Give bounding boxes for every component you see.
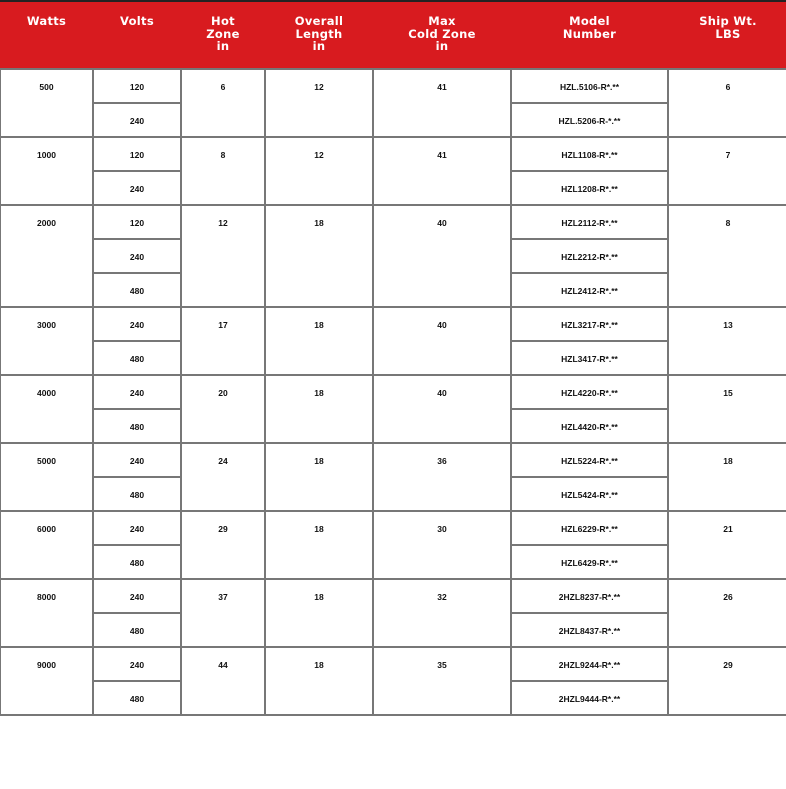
model-number-cell: HZL.5106-R*.** [511, 69, 668, 103]
volts-cell: 120 [93, 205, 181, 239]
model-number-cell: HZL6429-R*.** [511, 545, 668, 579]
model-number-cell: HZL1108-R*.** [511, 137, 668, 171]
ship-weight-cell: 7 [668, 137, 786, 205]
model-number-cell: 2HZL8437-R*.** [511, 613, 668, 647]
table-row [0, 579, 786, 613]
model-number-cell: HZL3217-R*.** [511, 307, 668, 341]
overall-length-cell: 18 [265, 579, 373, 647]
ship-weight-cell: 21 [668, 511, 786, 579]
header-label: LBS [715, 26, 741, 41]
table-row [0, 511, 786, 545]
volts-cell: 240 [93, 511, 181, 545]
header-row [0, 2, 786, 69]
volts-cell: 120 [93, 69, 181, 103]
hot-zone-cell: 6 [181, 69, 265, 137]
header-label: in [435, 39, 449, 53]
overall-length-cell: 12 [265, 137, 373, 205]
watts-cell: 3000 [0, 307, 93, 375]
watts-cell: 8000 [0, 579, 93, 647]
header-hot-zone [181, 2, 265, 69]
header-label: in [216, 39, 230, 53]
header-label: Watts [26, 14, 67, 28]
max-cold-zone-cell: 41 [373, 69, 511, 137]
volts-cell: 240 [93, 375, 181, 409]
heater-specs-table [0, 2, 786, 716]
header-label: Model [569, 14, 610, 28]
watts-cell: 1000 [0, 137, 93, 205]
model-number-cell: HZL.5206-R-*.** [511, 103, 668, 137]
header-label: in [312, 39, 326, 53]
volts-cell: 480 [93, 477, 181, 511]
model-number-cell: HZL4220-R*.** [511, 375, 668, 409]
hot-zone-cell: 24 [181, 443, 265, 511]
ship-weight-cell: 18 [668, 443, 786, 511]
hot-zone-cell: 20 [181, 375, 265, 443]
table-row [0, 647, 786, 681]
header-volts [93, 2, 181, 69]
volts-cell: 480 [93, 409, 181, 443]
model-number-cell: HZL6229-R*.** [511, 511, 668, 545]
watts-cell: 5000 [0, 443, 93, 511]
ship-weight-cell: 26 [668, 579, 786, 647]
volts-cell: 240 [93, 443, 181, 477]
table-row [0, 375, 786, 409]
ship-weight-cell: 29 [668, 647, 786, 715]
hot-zone-cell: 8 [181, 137, 265, 205]
volts-cell: 480 [93, 545, 181, 579]
volts-cell: 240 [93, 307, 181, 341]
max-cold-zone-cell: 40 [373, 307, 511, 375]
header-label: Cold Zone [408, 26, 476, 41]
hot-zone-cell: 37 [181, 579, 265, 647]
max-cold-zone-cell: 36 [373, 443, 511, 511]
model-number-cell: HZL2212-R*.** [511, 239, 668, 273]
model-number-cell: HZL2112-R*.** [511, 205, 668, 239]
watts-cell: 4000 [0, 375, 93, 443]
watts-cell: 500 [0, 69, 93, 137]
hot-zone-cell: 29 [181, 511, 265, 579]
table-row [0, 69, 786, 103]
header-label: Hot [211, 14, 235, 28]
volts-cell: 120 [93, 137, 181, 171]
max-cold-zone-cell: 35 [373, 647, 511, 715]
model-number-cell: HZL5224-R*.** [511, 443, 668, 477]
max-cold-zone-cell: 40 [373, 375, 511, 443]
ship-weight-cell: 8 [668, 205, 786, 307]
model-number-cell: HZL5424-R*.** [511, 477, 668, 511]
model-number-cell: HZL1208-R*.** [511, 171, 668, 205]
hot-zone-cell: 44 [181, 647, 265, 715]
max-cold-zone-cell: 40 [373, 205, 511, 307]
overall-length-cell: 12 [265, 69, 373, 137]
header-label: Max [428, 14, 456, 28]
model-number-cell: HZL4420-R*.** [511, 409, 668, 443]
model-number-cell: HZL3417-R*.** [511, 341, 668, 375]
model-number-cell: HZL2412-R*.** [511, 273, 668, 307]
overall-length-cell: 18 [265, 443, 373, 511]
model-number-cell: 2HZL9444-R*.** [511, 681, 668, 715]
overall-length-cell: 18 [265, 375, 373, 443]
overall-length-cell: 18 [265, 307, 373, 375]
watts-cell: 2000 [0, 205, 93, 307]
header-max-cold-zone [373, 2, 511, 69]
header-label: Number [562, 26, 617, 41]
header-label: Ship Wt. [699, 14, 757, 28]
table-row [0, 137, 786, 171]
max-cold-zone-cell: 30 [373, 511, 511, 579]
header-label: Overall [294, 14, 344, 28]
table-row [0, 307, 786, 341]
hot-zone-cell: 17 [181, 307, 265, 375]
ship-weight-cell: 15 [668, 375, 786, 443]
volts-cell: 480 [93, 341, 181, 375]
header-ship-weight [668, 2, 786, 69]
overall-length-cell: 18 [265, 205, 373, 307]
header-watts [0, 2, 93, 69]
header-overall-length [265, 2, 373, 69]
overall-length-cell: 18 [265, 511, 373, 579]
watts-cell: 9000 [0, 647, 93, 715]
volts-cell: 480 [93, 681, 181, 715]
overall-length-cell: 18 [265, 647, 373, 715]
ship-weight-cell: 6 [668, 69, 786, 137]
header-label: Volts [120, 14, 154, 28]
ship-weight-cell: 13 [668, 307, 786, 375]
model-number-cell: 2HZL9244-R*.** [511, 647, 668, 681]
table-row [0, 205, 786, 239]
header-label: Length [295, 26, 343, 41]
watts-cell: 6000 [0, 511, 93, 579]
volts-cell: 240 [93, 579, 181, 613]
hot-zone-cell: 12 [181, 205, 265, 307]
header-model-number [511, 2, 668, 69]
model-number-cell: 2HZL8237-R*.** [511, 579, 668, 613]
table-row [0, 443, 786, 477]
header-label: Zone [206, 26, 240, 41]
volts-cell: 480 [93, 273, 181, 307]
volts-cell: 240 [93, 171, 181, 205]
max-cold-zone-cell: 41 [373, 137, 511, 205]
volts-cell: 240 [93, 103, 181, 137]
volts-cell: 240 [93, 239, 181, 273]
volts-cell: 240 [93, 647, 181, 681]
volts-cell: 480 [93, 613, 181, 647]
max-cold-zone-cell: 32 [373, 579, 511, 647]
